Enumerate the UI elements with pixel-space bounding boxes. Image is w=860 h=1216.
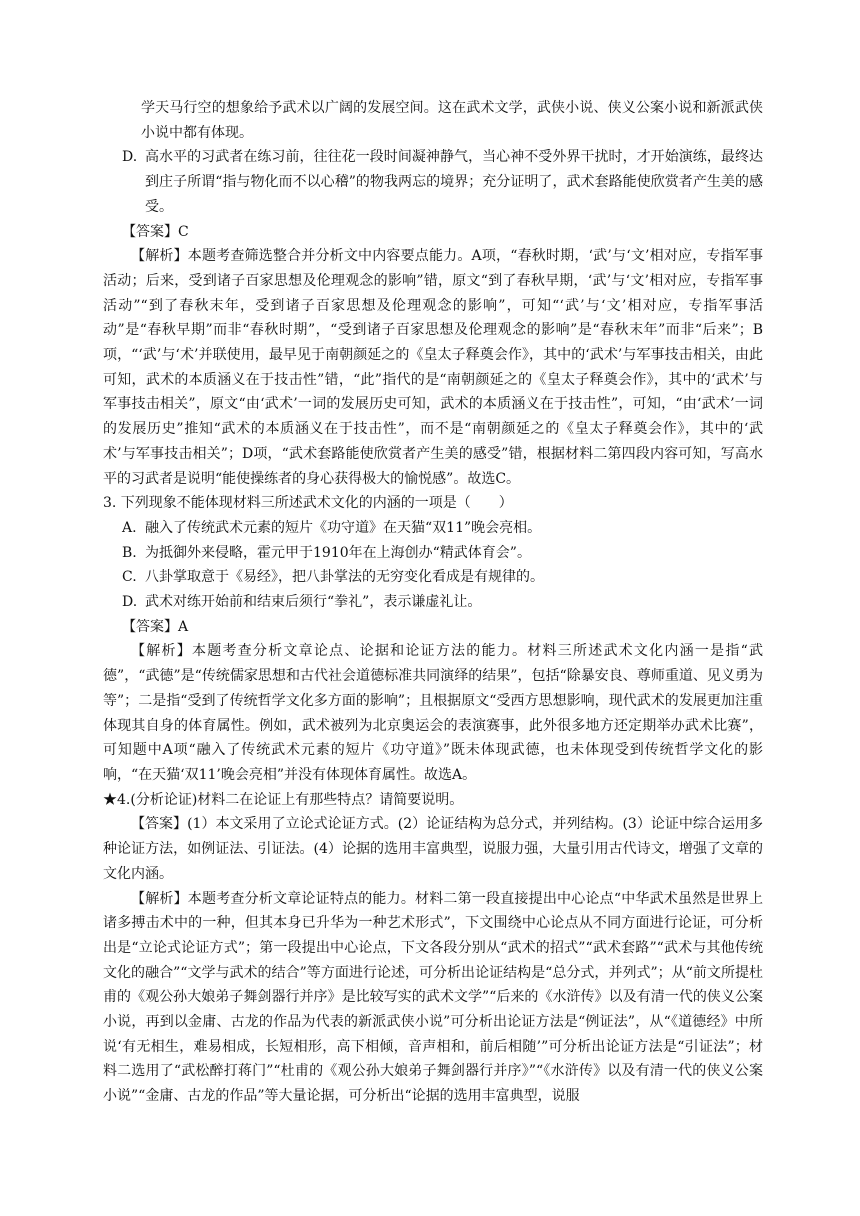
q2-option-d — [103, 145, 763, 219]
q3-stem: 3. 下列现象不能体现材料三所述武术文化的内涵的一项是（ ） — [103, 495, 513, 512]
option-label: B. — [122, 544, 137, 561]
q3-analysis: 【解析】本题考查分析文章论点、论据和论证方法的能力。材料三所述武术文化内涵一是指“武德”，“武德”是“传统儒家思想和古代社会道德标准共同演绎的结果”，包括“除暴安良、尊师重道、见义勇为等”；二是指“受到了传统哲学文化多方面的影响”；且根据原文“受西方思想影响，现代武术的发展更加注重体现其自身的体育属性。例如，武术被列为北京奥运会的表演赛事，此外很多地方还定期举办武术比赛”，可知题中A项“融入了传统武术元素的短片《功守道》”既未体现武德，也未体现受到传统哲学文化的影响，“在天猫‘双11’晚会亮相”并没有体现体育属性。故选A。 — [103, 643, 763, 783]
continued-paragraph: 学天马行空的想象给予武术以广阔的发展空间。这在武术文学，武侠小说、侠义公案小说和新派武侠小说中都有体现。 — [141, 100, 763, 141]
option-text: 融入了传统武术元素的短片《功守道》在天猫“双11”晚会亮相。 — [145, 519, 542, 536]
q3-option-d — [103, 590, 763, 615]
q4-answer: 【答案】(1）本文采用了立论式论证方式。(2）论证结构为总分式，并列结构。(3）论证中综合运用多种论证方法，如例证法、引证法。(4）论据的选用丰富典型，说服力强，大量引用古代诗文，增强了文章的文化内涵。 — [103, 816, 763, 882]
q4-analysis: 【解析】本题考查分析文章论证特点的能力。材料二第一段直接提出中心论点“中华武术虽然是世界上诸多搏击术中的一种，但其本身已升华为一种艺术形式”，下文围绕中心论点从不同方面进行论证，可分析出是“立论式论证方式”；第一段提出中心论点，下文各段分别从“武术的招式”“武术套路”“武术与其他传统文化的融合”“文学与武术的结合”等方面进行论述，可分析出论证结构是“总分式，并列式”；从“前文所提杜甫的《观公孙大娘弟子舞剑器行并序》是比较写实的武术文学”“后来的《水浒传》以及有清一代的侠义公案小说，再到以金庸、古龙的作品为代表的新派武侠小说”可分析出论证方法是“例证法”，从“《道德经》中所说‘有无相生，难易相成，长短相形，高下相倾，音声相和，前后相随’”可分析出论证方法是“引证法”；材料二选用了“武松醉打蒋门”“杜甫的《观公孙大娘弟子舞剑器行并序》”“《水浒传》以及有清一代的侠义公案小说”“金庸、古龙的作品”等大量论据，可分析出“论据的选用丰富典型，说服 — [103, 890, 763, 1105]
option-text: 武术对练开始前和结束后须行“拳礼”，表示谦虚礼让。 — [145, 594, 482, 611]
q3-option-c — [103, 565, 763, 590]
option-label: A. — [122, 519, 137, 536]
option-text: 高水平的习武者在练习前，往往花一段时间凝神静气，当心神不受外界干扰时，才开始演练，最终达到庄子所谓“指与物化而不以心稽”的物我两忘的境界；充分证明了，武术套路能使欣赏者产生美的感受。 — [145, 149, 763, 215]
option-label: D. — [122, 594, 138, 611]
q2-answer: 【答案】C — [122, 223, 189, 240]
option-text: 八卦掌取意于《易经》，把八卦掌法的无穷变化看成是有规律的。 — [145, 569, 544, 586]
q3-option-a — [103, 516, 763, 541]
option-label: C. — [122, 569, 137, 586]
document-page — [103, 96, 763, 1109]
q4-stem: ★4.(分析论证)材料二在论证上有那些特点？请简要说明。 — [103, 791, 464, 808]
q3-option-b — [103, 541, 763, 566]
q3-answer: 【答案】A — [122, 618, 189, 635]
option-text: 为抵御外来侵略，霍元甲于1910年在上海创办“精武体育会”。 — [145, 544, 531, 561]
q2-analysis: 【解析】本题考查筛选整合并分析文中内容要点能力。A项，“春秋时期，‘武’与‘文’相对应，专指军事活动；后来，受到诸子百家思想及伦理观念的影响”错，原文“到了春秋早期，‘武’与‘文’相对应，专指军事活动”“到了春秋末年，受到诸子百家思想及伦理观念的影响”，可知“‘武’与‘文’相对应，专指军事活动”是“春秋早期”而非“春秋时期”，“受到诸子百家思想及伦理观念的影响”是“春秋末年”而非“后来”；B项，“‘武’与‘术’并联使用，最早见于南朝颜延之的《皇太子释奠会作》，其中的‘武术’与军事技击相关，由此可知，武术的本质涵义在于技击性”错，“此”指代的是“南朝颜延之的《皇太子释奠会作》，其中的‘武术’与军事技击相关”，原文“由‘武术’一词的发展历史可知，武术的本质涵义在于技击性”，可知，“由‘武术’一词的发展历史”推知“武术的本质涵义在于技击性”，而不是“南朝颜延之的《皇太子释奠会作》，其中的‘武术’与军事技击相关”；D项，“武术套路能使欣赏者产生美的感受”错，根据材料二第四段内容可知，写高水平的习武者是说明“能使操练者的身心获得极大的愉悦感”。故选C。 — [103, 248, 763, 487]
option-label: D. — [122, 149, 138, 166]
